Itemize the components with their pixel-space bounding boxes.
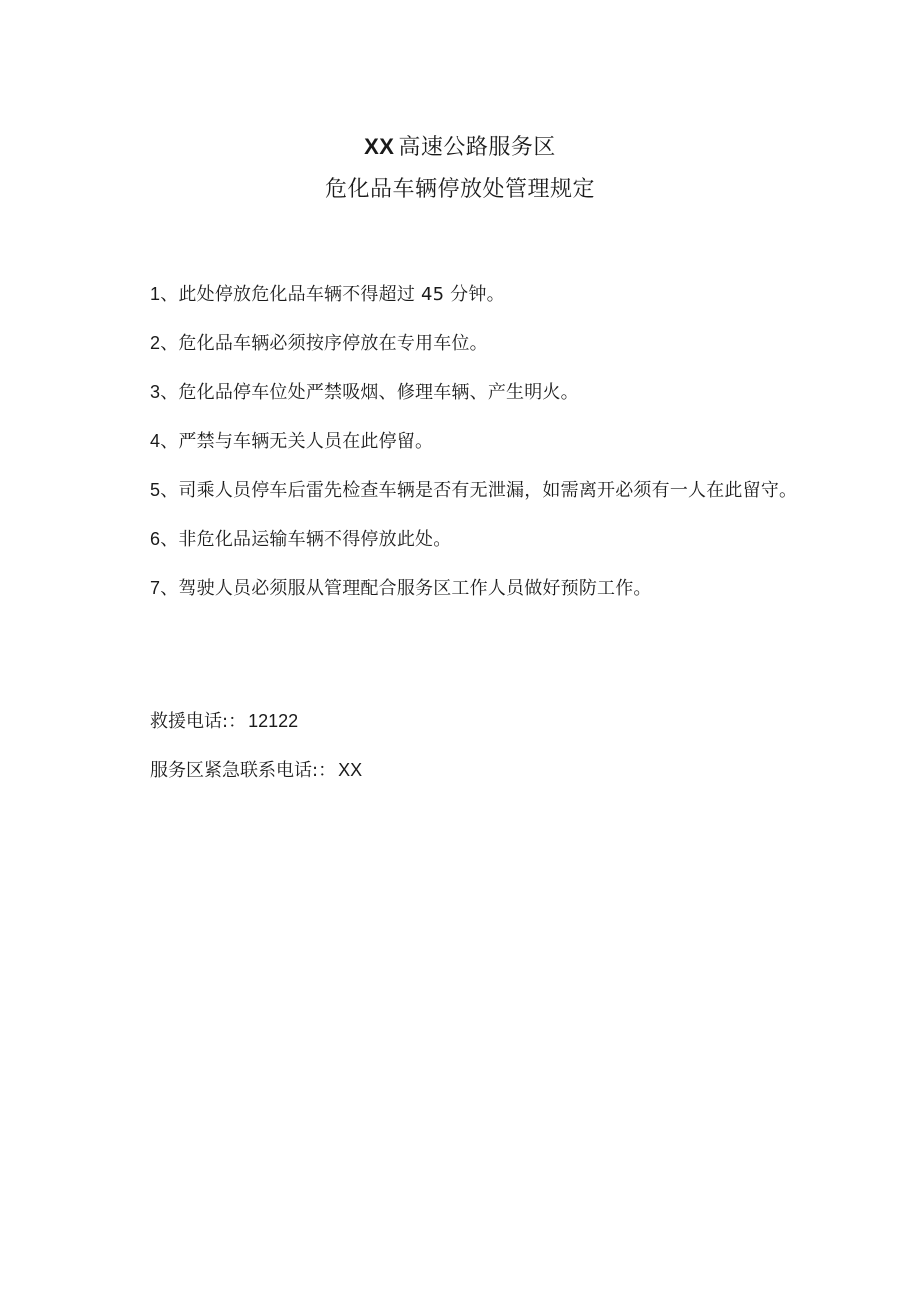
rule-item bbox=[108, 564, 818, 613]
rescue-phone-value: 12122 bbox=[248, 711, 299, 731]
title-line-1-text: 高速公路服务区 bbox=[398, 135, 556, 160]
rule-separator: 、 bbox=[160, 333, 179, 354]
rule-number: 3 bbox=[150, 382, 161, 402]
rule-text: 驾驶人员必须服从管理配合服务区工作人员做好预防工作。 bbox=[178, 578, 652, 599]
rule-number: 6 bbox=[150, 529, 161, 549]
title-prefix: XX bbox=[364, 134, 395, 159]
rule-number: 4 bbox=[150, 431, 161, 451]
rule-item bbox=[108, 270, 818, 319]
rescue-phone-line bbox=[150, 697, 298, 746]
title-line-2: 危化品车辆停放处管理规定 bbox=[324, 177, 595, 202]
rule-number: 1 bbox=[150, 284, 161, 304]
rule-separator: 、 bbox=[160, 578, 179, 599]
rescue-phone-label: 救援电话:： bbox=[150, 711, 247, 732]
rule-number: 5 bbox=[150, 480, 161, 500]
rule-number: 2 bbox=[150, 333, 161, 353]
emergency-phone-line bbox=[150, 746, 362, 795]
rule-separator: 、 bbox=[160, 431, 179, 452]
rule-item bbox=[108, 515, 818, 564]
rule-separator: 、 bbox=[160, 529, 179, 550]
rule-text: 此处停放危化品车辆不得超过 45 分钟。 bbox=[178, 284, 505, 305]
rule-item bbox=[108, 466, 818, 515]
rule-separator: 、 bbox=[160, 480, 179, 501]
rule-text: 司乘人员停车后雷先检查车辆是否有无泄漏，如需离开必须有一人在此留守。 bbox=[178, 480, 798, 501]
rules-list bbox=[108, 270, 818, 613]
rule-separator: 、 bbox=[160, 382, 179, 403]
rule-text: 危化品车辆必须按序停放在专用车位。 bbox=[178, 333, 488, 354]
rule-item bbox=[108, 319, 818, 368]
rule-text: 危化品停车位处严禁吸烟、修理车辆、产生明火。 bbox=[178, 382, 579, 403]
emergency-phone-label: 服务区紧急联系电话:： bbox=[150, 760, 337, 781]
rule-item bbox=[108, 368, 818, 417]
rule-item bbox=[108, 417, 818, 466]
rule-text: 严禁与车辆无关人员在此停留。 bbox=[178, 431, 434, 452]
rule-separator: 、 bbox=[160, 284, 179, 305]
rule-text: 非危化品运输车辆不得停放此处。 bbox=[178, 529, 452, 550]
rule-number: 7 bbox=[150, 578, 161, 598]
title-line-1 bbox=[0, 128, 920, 167]
document-title bbox=[0, 128, 920, 209]
emergency-phone-value: XX bbox=[338, 760, 363, 780]
